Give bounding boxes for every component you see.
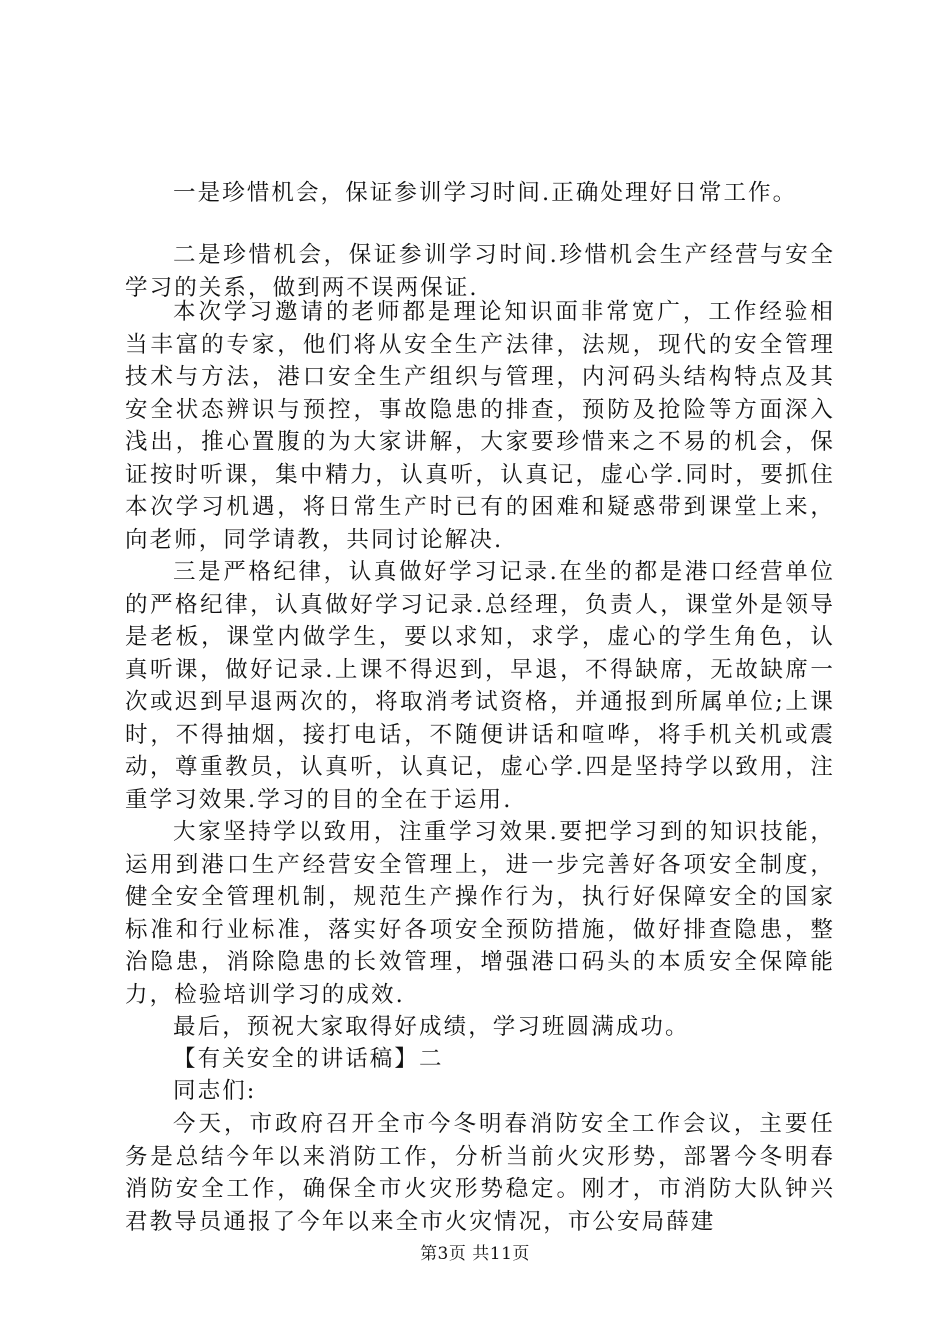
section-heading: 【有关安全的讲话稿】二 xyxy=(173,1046,444,1072)
page-number-footer: 第3页 共11页 xyxy=(420,1244,530,1264)
paragraph-7: 今天，市政府召开全市今冬明春消防安全工作会议，主要任务是总结今年以来消防工作，分析当前火灾形势，部署今冬明春消防安全工作，确保全市火灾形势稳定。刚才，市消防大队钟兴君教导员通报了今年以来全市火灾情况，市公安局薛建 xyxy=(125,1111,835,1235)
paragraph-4: 三是严格纪律，认真做好学习记录.在坐的都是港口经营单位的严格纪律，认真做好学习记录.总经理，负责人，课堂外是领导是老板，课堂内做学生，要以求知，求学，虚心的学生角色，认真听课，做好记录.上课不得迟到，早退，不得缺席，无故缺席一次或迟到早退两次的，将取消考试资格，并通报到所属单位;上课时，不得抽烟，接打电话，不随便讲话和喧哗，将手机关机或震动，尊重教员，认真听，认真记，虚心学.四是坚持学以致用，注重学习效果.学习的目的全在于运用. xyxy=(125,559,835,813)
paragraph-1: 一是珍惜机会，保证参训学习时间.正确处理好日常工作。 xyxy=(173,180,798,206)
salutation: 同志们: xyxy=(173,1078,257,1104)
paragraph-5: 大家坚持学以致用，注重学习效果.要把学习到的知识技能，运用到港口生产经营安全管理上，进一步完善好各项安全制度，健全安全管理机制，规范生产操作行为，执行好保障安全的国家标准和行业标准，落实好各项安全预防措施，做好排查隐患，整治隐患，消除隐患的长效管理，增强港口码头的本质安全保障能力，检验培训学习的成效. xyxy=(125,819,835,1008)
paragraph-6: 最后，预祝大家取得好成绩，学习班圆满成功。 xyxy=(173,1014,690,1040)
paragraph-3: 本次学习邀请的老师都是理论知识面非常宽广，工作经验相当丰富的专家，他们将从安全生产法律，法规，现代的安全管理技术与方法，港口安全生产组织与管理，内河码头结构特点及其安全状态辨识与预控，事故隐患的排查，预防及抢险等方面深入浅出，推心置腹的为大家讲解，大家要珍惜来之不易的机会，保证按时听课，集中精力，认真听，认真记，虚心学.同时，要抓住本次学习机遇，将日常生产时已有的困难和疑惑带到课堂上来，向老师，同学请教，共同讨论解决. xyxy=(125,299,835,553)
paragraph-2: 二是珍惜机会，保证参训学习时间.珍惜机会生产经营与安全学习的关系，做到两不误两保证. xyxy=(125,242,835,301)
